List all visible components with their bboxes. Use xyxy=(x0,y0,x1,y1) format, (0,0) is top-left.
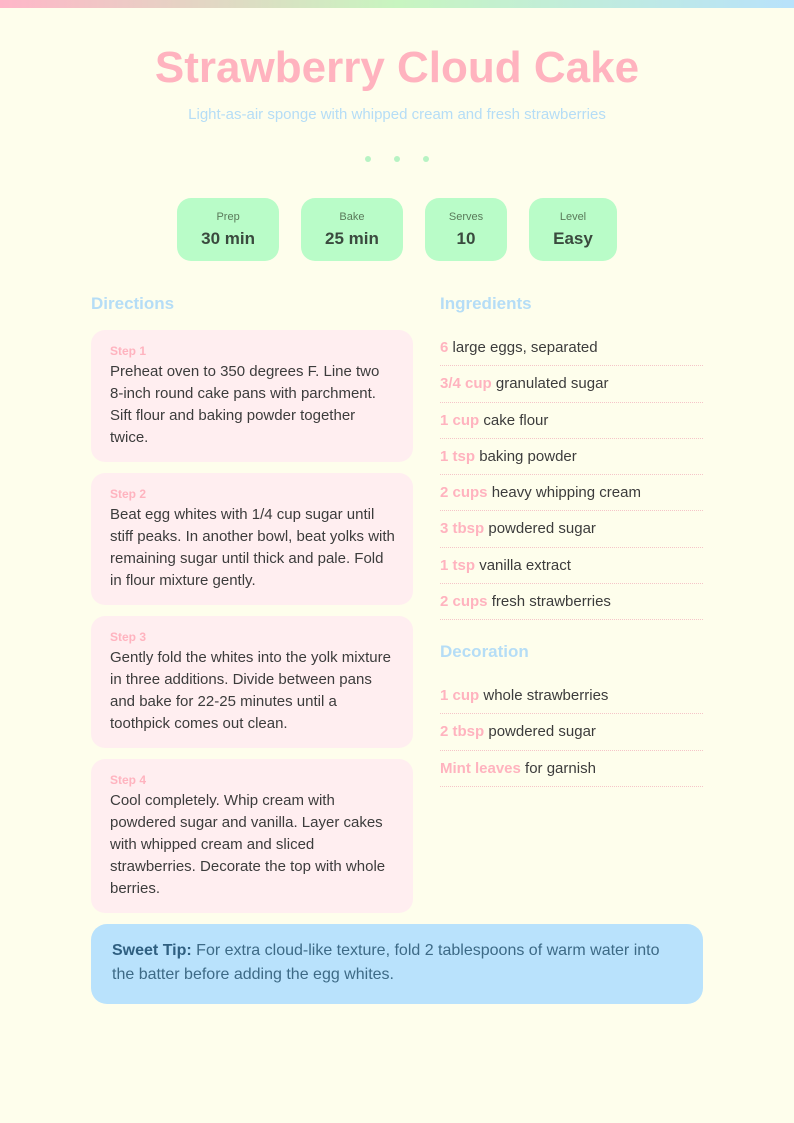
divider-dot xyxy=(423,156,429,162)
ingredient-item xyxy=(440,439,703,475)
stat-level xyxy=(529,198,617,261)
decoration-item xyxy=(440,678,703,714)
ingredient-qty: 1 tsp xyxy=(440,556,476,574)
step-label: Step 4 xyxy=(110,773,147,787)
ingredient-name: fresh strawberries xyxy=(491,593,611,611)
decoration-heading: Decoration xyxy=(440,642,529,661)
step-label: Step 2 xyxy=(110,487,147,501)
sweet-tip-box xyxy=(91,924,703,1004)
step-text: Gently fold the whites into the yolk mixture in three additions. Divide between pans and bake for 22-25 minutes until a toothpick comes out clean. xyxy=(110,649,391,732)
directions-list xyxy=(91,330,413,924)
stat-bake xyxy=(301,198,403,261)
stat-label: Prep xyxy=(216,211,240,223)
ingredient-item xyxy=(440,403,703,439)
ingredient-qty: 3/4 cup xyxy=(440,375,492,393)
decoration-item xyxy=(440,714,703,750)
ingredient-name: cake flour xyxy=(483,411,549,429)
ingredient-qty: 6 xyxy=(440,339,449,356)
ingredient-item xyxy=(440,366,703,402)
divider-dot xyxy=(394,156,400,162)
ingredient-qty: 2 cups xyxy=(440,593,488,611)
stat-value: 10 xyxy=(456,229,476,248)
ingredient-item xyxy=(440,584,703,620)
ingredient-name: large eggs, separated xyxy=(452,339,598,356)
stat-prep xyxy=(177,198,279,261)
stat-value: 30 min xyxy=(201,229,256,248)
decoration-qty: Mint leaves xyxy=(440,759,521,777)
step-card xyxy=(91,330,413,462)
stat-label: Level xyxy=(559,211,587,223)
step-text: Preheat oven to 350 degrees F. Line two 8-inch round cake pans with parchment. Sift flour and baking powder together twice. xyxy=(110,363,380,446)
decoration-name: for garnish xyxy=(525,759,596,777)
step-text: Cool completely. Whip cream with powdered sugar and vanilla. Layer cakes with whipped cream and sliced strawberries. Decorate the top with whole berries. xyxy=(110,792,386,897)
decoration-name: powdered sugar xyxy=(488,723,596,741)
stat-value: 25 min xyxy=(325,229,379,248)
decoration-item xyxy=(440,751,703,787)
top-gradient-bar xyxy=(0,0,794,8)
stat-serves xyxy=(425,198,507,261)
ingredient-qty: 3 tbsp xyxy=(440,520,485,538)
step-label: Step 1 xyxy=(110,344,147,358)
ingredient-qty: 1 tsp xyxy=(440,447,476,465)
ingredient-item xyxy=(440,475,703,511)
ingredient-name: powdered sugar xyxy=(488,520,596,538)
step-text: Beat egg whites with 1/4 cup sugar until stiff peaks. In another bowl, beat yolks with remaining sugar until thick and pale. Fold in flour mixture gently. xyxy=(110,506,395,589)
ingredient-item xyxy=(440,511,703,547)
ingredient-qty: 2 cups xyxy=(440,484,488,502)
page-subtitle: Light-as-air sponge with whipped cream and fresh strawberries xyxy=(188,106,606,123)
step-card xyxy=(91,616,413,748)
step-card xyxy=(91,473,413,605)
ingredient-name: vanilla extract xyxy=(479,556,571,574)
step-label: Step 3 xyxy=(110,630,147,644)
decoration-list xyxy=(440,678,703,787)
ingredient-item xyxy=(440,548,703,584)
ingredient-name: heavy whipping cream xyxy=(491,484,641,502)
stat-value: Easy xyxy=(553,229,593,248)
tip-label: Sweet Tip: xyxy=(112,942,192,959)
directions-heading: Directions xyxy=(91,294,175,313)
stat-label: Bake xyxy=(339,211,365,223)
tip-text: For extra cloud-like texture, fold 2 tablespoons of warm water into the batter before adding the egg whites. xyxy=(112,942,660,983)
ingredient-item xyxy=(440,330,703,366)
step-card xyxy=(91,759,413,913)
ingredients-heading: Ingredients xyxy=(440,294,532,313)
recipe-stats xyxy=(0,198,794,261)
decoration-qty: 2 tbsp xyxy=(440,723,485,741)
divider-dot xyxy=(365,156,371,162)
ingredient-name: granulated sugar xyxy=(495,375,609,393)
stat-label: Serves xyxy=(448,211,484,223)
page-title: Strawberry Cloud Cake xyxy=(154,43,640,92)
ingredient-qty: 1 cup xyxy=(440,411,480,429)
decoration-name: whole strawberries xyxy=(483,687,609,704)
ingredient-name: baking powder xyxy=(479,447,577,465)
ingredients-list xyxy=(440,330,703,620)
divider-dots xyxy=(0,156,794,162)
decoration-qty: 1 cup xyxy=(440,687,480,704)
